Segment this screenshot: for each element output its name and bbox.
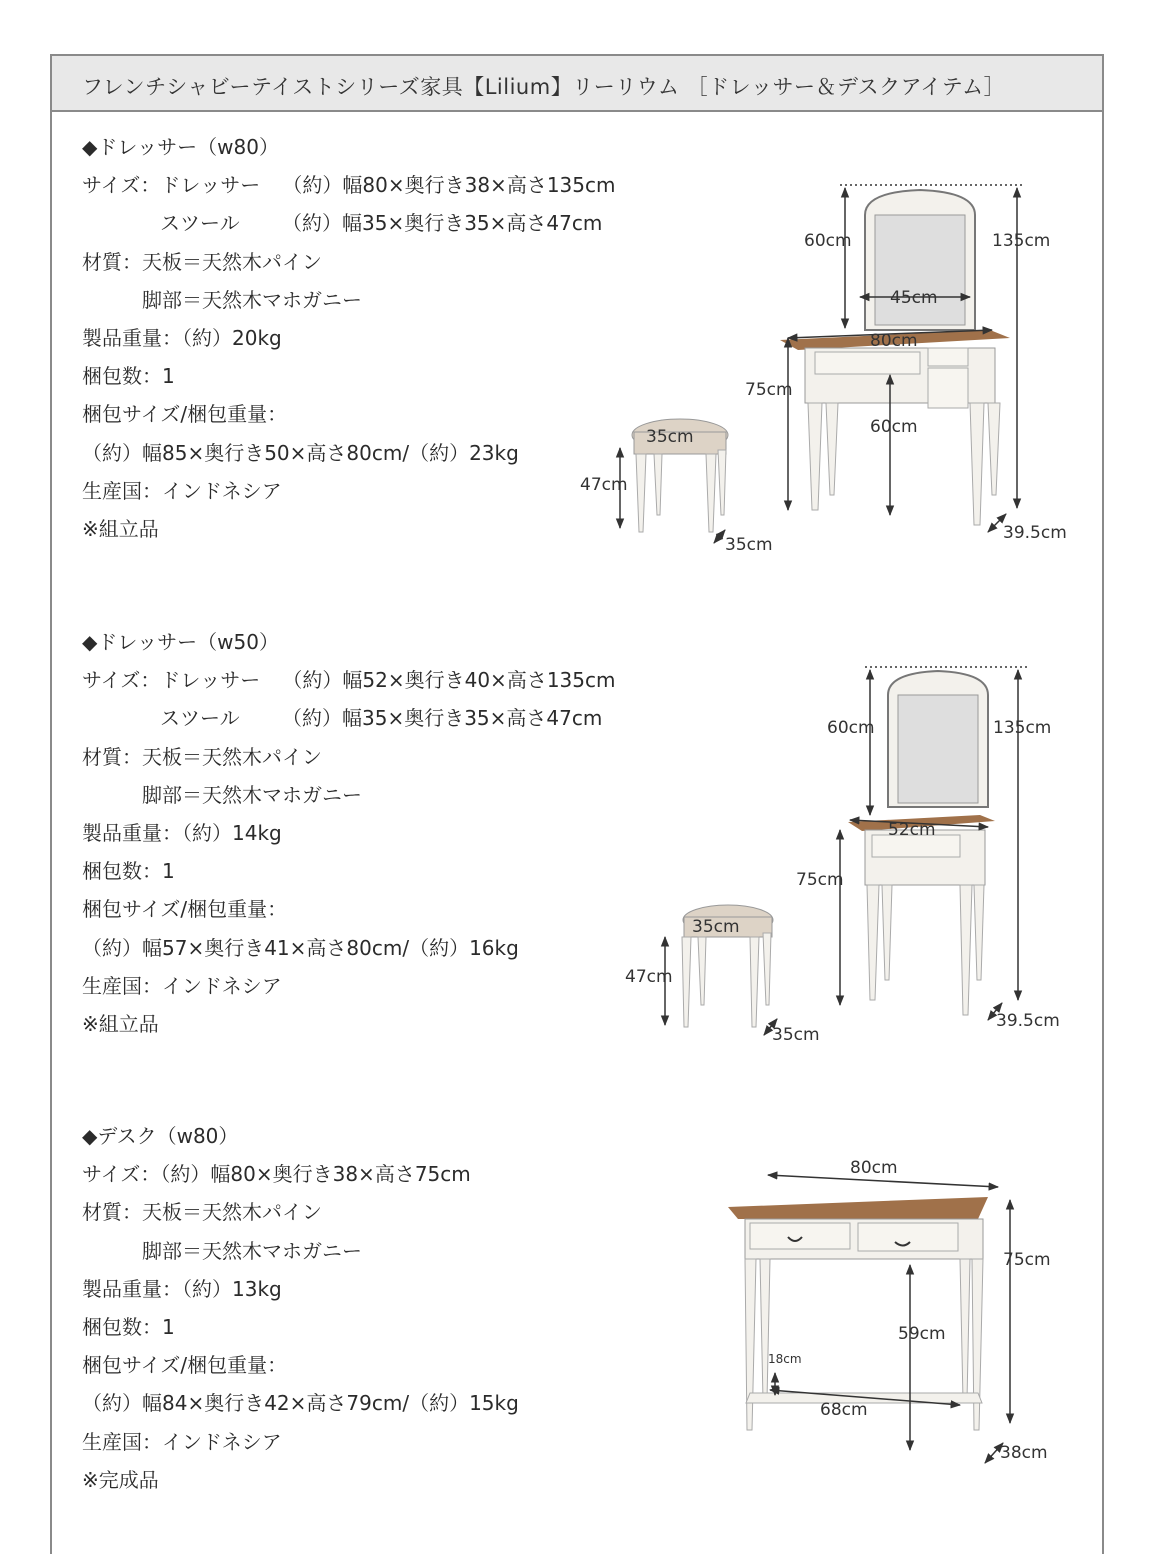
dim-knee-height: 59cm — [898, 1324, 946, 1344]
size-value: （約）幅35×奥行き35×高さ47cm — [282, 211, 603, 236]
size-item: スツール — [160, 211, 240, 236]
package-count: 梱包数：1 — [82, 1314, 175, 1339]
material-legs: 脚部＝天然木マホガニー — [142, 1238, 362, 1263]
drawer — [928, 368, 968, 408]
origin: 生産国：インドネシア — [82, 973, 282, 998]
dim-total-height: 135cm — [992, 231, 1051, 251]
size-item: ドレッサー — [160, 173, 261, 198]
drawer — [928, 348, 968, 366]
dim-total-height: 75cm — [1003, 1250, 1051, 1270]
dim-shelf-height: 18cm — [768, 1352, 802, 1366]
dim-depth: 38cm — [1000, 1443, 1048, 1463]
dim-total-height: 135cm — [993, 718, 1052, 738]
product-weight: 製品重量：（約）13kg — [82, 1276, 282, 1301]
product-weight: 製品重量：（約）14kg — [82, 820, 282, 845]
size-value: （約）幅52×奥行き40×高さ135cm — [282, 668, 616, 693]
size-item: ドレッサー — [160, 668, 261, 693]
material-legs: 脚部＝天然木マホガニー — [142, 782, 362, 807]
spec-desk-w80 — [82, 1117, 519, 1499]
assembly-note: ※組立品 — [82, 516, 159, 541]
material-legs: 脚部＝天然木マホガニー — [142, 287, 362, 312]
package-label: 梱包サイズ/梱包重量： — [82, 897, 288, 922]
assembly-note: ※完成品 — [82, 1467, 159, 1492]
dim-mirror-width: 45cm — [890, 288, 938, 308]
section-title: ◆ドレッサー（w80） — [82, 135, 279, 159]
desk-w80-illustration — [720, 1145, 1090, 1475]
spec-dresser-w50 — [82, 623, 615, 1043]
package-value: （約）幅85×奥行き50×高さ80cm/（約）23kg — [82, 440, 519, 465]
section-title: ◆デスク（w80） — [82, 1124, 239, 1148]
package-value: （約）幅84×奥行き42×高さ79cm/（約）15kg — [82, 1391, 519, 1416]
dim-table-height: 75cm — [796, 870, 844, 890]
size-value: （約）幅80×奥行き38×高さ135cm — [282, 173, 616, 198]
mirror-glass — [875, 215, 965, 325]
mirror-glass — [898, 695, 978, 803]
dim-stool-width: 35cm — [692, 917, 740, 937]
drawer — [750, 1223, 850, 1249]
assembly-note: ※組立品 — [82, 1011, 159, 1036]
dim-mirror-height: 60cm — [827, 718, 875, 738]
tabletop — [728, 1197, 988, 1219]
drawer — [858, 1223, 958, 1251]
package-count: 梱包数：1 — [82, 859, 175, 884]
material-top: 材質：天板＝天然木パイン — [82, 1200, 322, 1225]
package-count: 梱包数：1 — [82, 364, 175, 389]
dim-depth: 39.5cm — [996, 1011, 1060, 1031]
dim-stool-height: 47cm — [580, 475, 628, 495]
material-top: 材質：天板＝天然木パイン — [82, 249, 322, 274]
drawer — [815, 352, 920, 374]
package-label: 梱包サイズ/梱包重量： — [82, 1353, 288, 1378]
size-value: （約）幅35×奥行き35×高さ47cm — [282, 706, 603, 731]
material-top: 材質：天板＝天然木パイン — [82, 744, 322, 769]
dim-top-width: 52cm — [888, 820, 936, 840]
dim-depth: 39.5cm — [1003, 523, 1067, 543]
dim-mirror-height: 60cm — [804, 231, 852, 251]
dresser-w50-illustration — [620, 655, 1090, 1055]
origin: 生産国：インドネシア — [82, 1429, 282, 1454]
product-weight: 製品重量：（約）20kg — [82, 325, 282, 350]
size-item: スツール — [160, 706, 240, 731]
page-title: フレンチシャビーテイストシリーズ家具【Lilium】リーリウム ［ドレッサー＆デスクアイテム］ — [82, 75, 1006, 99]
package-value: （約）幅57×奥行き41×高さ80cm/（約）16kg — [82, 935, 519, 960]
dim-stool-depth: 35cm — [772, 1025, 820, 1045]
size-label: サイズ： — [82, 668, 161, 693]
package-label: 梱包サイズ/梱包重量： — [82, 402, 288, 427]
page-header — [52, 56, 1102, 112]
dim-stool-height: 47cm — [625, 967, 673, 987]
origin: 生産国：インドネシア — [82, 478, 282, 503]
spec-dresser-w80 — [82, 128, 615, 548]
section-title: ◆ドレッサー（w50） — [82, 630, 279, 654]
size-line: サイズ：（約）幅80×奥行き38×高さ75cm — [82, 1162, 471, 1187]
dim-stool-width: 35cm — [646, 427, 694, 447]
dim-top-width: 80cm — [850, 1158, 898, 1178]
size-label: サイズ： — [82, 173, 161, 198]
dresser-w80-illustration — [570, 170, 1090, 570]
dim-table-height: 75cm — [745, 380, 793, 400]
dim-shelf-width: 68cm — [820, 1400, 868, 1420]
dim-knee-height: 60cm — [870, 417, 918, 437]
dim-stool-depth: 35cm — [725, 535, 773, 555]
dim-top-width: 80cm — [870, 331, 918, 351]
